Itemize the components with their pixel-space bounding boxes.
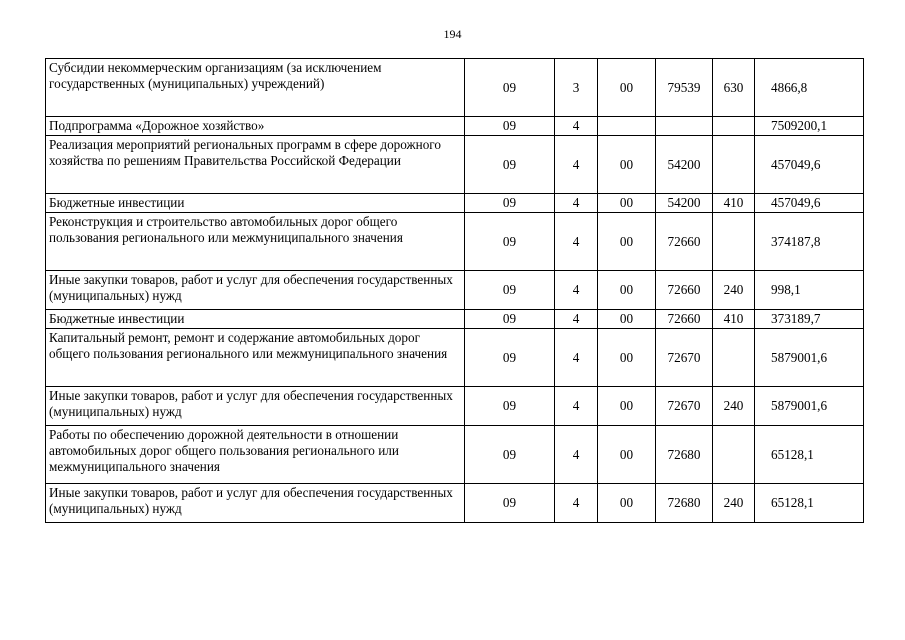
budget-table [45,58,864,523]
row-description: Иные закупки товаров, работ и услуг для обеспечения государственных (муниципальных) нужд [46,484,465,523]
amount: 65128,1 [755,484,864,523]
section-code: 09 [465,271,555,310]
expense-type-code: 240 [713,484,755,523]
target-article-code-part1: 00 [598,271,656,310]
table-row [46,194,864,213]
target-article-code-part1: 00 [598,59,656,117]
target-article-code-part2: 54200 [656,194,713,213]
expense-type-code [713,329,755,387]
table-row [46,484,864,523]
subsection-code: 4 [555,271,598,310]
target-article-code-part2: 72670 [656,329,713,387]
subsection-code: 4 [555,117,598,136]
target-article-code-part1: 00 [598,136,656,194]
subsection-code: 4 [555,387,598,426]
target-article-code-part2: 72680 [656,484,713,523]
row-description: Иные закупки товаров, работ и услуг для обеспечения государственных (муниципальных) нужд [46,271,465,310]
amount: 4866,8 [755,59,864,117]
subsection-code: 4 [555,329,598,387]
expense-type-code [713,213,755,271]
subsection-code: 4 [555,484,598,523]
section-code: 09 [465,136,555,194]
row-description: Субсидии некоммерческим организациям (за исключением государственных (муниципальных) учреждений) [46,59,465,117]
target-article-code-part1: 00 [598,213,656,271]
expense-type-code: 410 [713,310,755,329]
target-article-code-part1: 00 [598,329,656,387]
row-description: Реализация мероприятий региональных программ в сфере дорожного хозяйства по решениям Правительства Российской Федерации [46,136,465,194]
expense-type-code [713,117,755,136]
amount: 373189,7 [755,310,864,329]
target-article-code-part1: 00 [598,194,656,213]
table-row [46,59,864,117]
subsection-code: 3 [555,59,598,117]
amount: 7509200,1 [755,117,864,136]
target-article-code-part1 [598,117,656,136]
target-article-code-part2 [656,117,713,136]
amount: 5879001,6 [755,329,864,387]
subsection-code: 4 [555,194,598,213]
expense-type-code: 240 [713,387,755,426]
table-row [46,117,864,136]
row-description: Бюджетные инвестиции [46,310,465,329]
section-code: 09 [465,213,555,271]
table-row [46,136,864,194]
target-article-code-part2: 72680 [656,426,713,484]
expense-type-code: 410 [713,194,755,213]
section-code: 09 [465,387,555,426]
table-row [46,426,864,484]
page-number: 194 [443,27,462,41]
target-article-code-part1: 00 [598,310,656,329]
expense-type-code: 630 [713,59,755,117]
expense-type-code [713,426,755,484]
section-code: 09 [465,426,555,484]
row-description: Капитальный ремонт, ремонт и содержание автомобильных дорог общего пользования регионального или межмуниципального значения [46,329,465,387]
section-code: 09 [465,59,555,117]
target-article-code-part1: 00 [598,426,656,484]
expense-type-code [713,136,755,194]
target-article-code-part2: 54200 [656,136,713,194]
table-row [46,387,864,426]
section-code: 09 [465,117,555,136]
target-article-code-part2: 72660 [656,310,713,329]
amount: 457049,6 [755,194,864,213]
section-code: 09 [465,484,555,523]
row-description: Иные закупки товаров, работ и услуг для обеспечения государственных (муниципальных) нужд [46,387,465,426]
amount: 457049,6 [755,136,864,194]
target-article-code-part1: 00 [598,387,656,426]
target-article-code-part1: 00 [598,484,656,523]
amount: 5879001,6 [755,387,864,426]
subsection-code: 4 [555,213,598,271]
table-row [46,213,864,271]
expense-type-code: 240 [713,271,755,310]
target-article-code-part2: 72660 [656,213,713,271]
table-row [46,310,864,329]
row-description: Реконструкция и строительство автомобильных дорог общего пользования регионального или межмуниципального значения [46,213,465,271]
target-article-code-part2: 79539 [656,59,713,117]
section-code: 09 [465,194,555,213]
row-description: Подпрограмма «Дорожное хозяйство» [46,117,465,136]
section-code: 09 [465,310,555,329]
amount: 998,1 [755,271,864,310]
target-article-code-part2: 72670 [656,387,713,426]
table-row [46,329,864,387]
row-description: Бюджетные инвестиции [46,194,465,213]
amount: 374187,8 [755,213,864,271]
subsection-code: 4 [555,310,598,329]
target-article-code-part2: 72660 [656,271,713,310]
subsection-code: 4 [555,426,598,484]
table-row [46,271,864,310]
subsection-code: 4 [555,136,598,194]
amount: 65128,1 [755,426,864,484]
row-description: Работы по обеспечению дорожной деятельности в отношении автомобильных дорог общего пользования регионального или межмуниципального значения [46,426,465,484]
section-code: 09 [465,329,555,387]
